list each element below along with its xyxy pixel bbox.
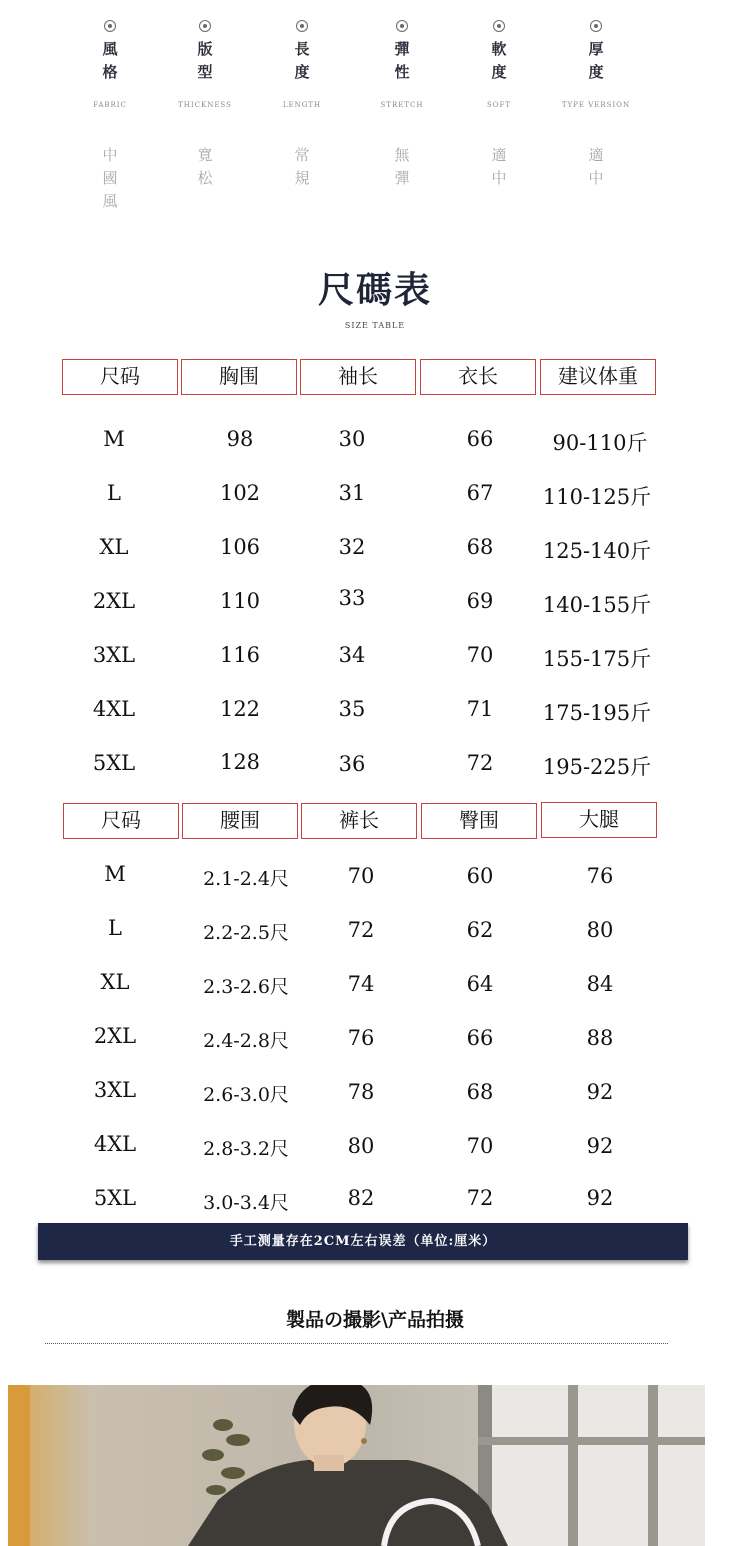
- table-cell: 71: [466, 697, 494, 721]
- table-cell: 35: [338, 697, 366, 721]
- table-cell: 88: [586, 1026, 614, 1050]
- circle-dot-icon: [296, 20, 308, 32]
- table-cell: 5XL: [92, 751, 136, 775]
- table-cell: 66: [466, 1026, 494, 1050]
- table-cell: 31: [338, 481, 366, 505]
- attribute-english: TYPE VERSION: [561, 101, 631, 109]
- size-table-subtitle: SIZE TABLE: [344, 321, 406, 330]
- table-cell: 70: [466, 1134, 494, 1158]
- table-cell: 2.6-3.0尺: [203, 1084, 289, 1106]
- attribute-value: 適中: [491, 146, 507, 187]
- table-cell: 110: [219, 589, 261, 613]
- table-cell: 82: [347, 1186, 375, 1210]
- table-cell: 2.1-2.4尺: [203, 868, 289, 890]
- table-cell: 92: [586, 1186, 614, 1210]
- table-cell: 72: [347, 918, 375, 942]
- table-cell: 60: [466, 864, 494, 888]
- table-cell: 125-140斤: [542, 539, 652, 563]
- table-cell: L: [107, 481, 121, 505]
- circle-dot-icon: [396, 20, 408, 32]
- circle-dot-icon: [493, 20, 505, 32]
- attribute-length: [262, 18, 342, 187]
- table-cell: 122: [219, 697, 261, 721]
- table-cell: XL: [99, 535, 129, 559]
- table-cell: 34: [338, 643, 366, 667]
- table-cell: 78: [347, 1080, 375, 1104]
- table-cell: 33: [338, 586, 366, 610]
- table-cell: 76: [347, 1026, 375, 1050]
- table-cell: 2.8-3.2尺: [203, 1138, 289, 1160]
- table-cell: 80: [586, 918, 614, 942]
- table-cell: 74: [347, 972, 375, 996]
- table-cell: 84: [586, 972, 614, 996]
- attribute-label: 風格: [102, 40, 118, 81]
- table-cell: 36: [338, 752, 366, 776]
- table-cell: 116: [219, 643, 261, 667]
- attribute-label: 軟度: [491, 40, 507, 81]
- header-pants-length: 裤长: [301, 803, 417, 839]
- attribute-style: [70, 18, 150, 210]
- table-cell: 69: [466, 589, 494, 613]
- table-cell: 140-155斤: [542, 593, 652, 617]
- table-cell: XL: [100, 970, 130, 994]
- measurement-note-banner: 手工测量存在2CM左右误差（单位:厘米）: [38, 1223, 688, 1260]
- attribute-label: 厚度: [588, 40, 604, 81]
- circle-dot-icon: [199, 20, 211, 32]
- attribute-label: 版型: [197, 40, 213, 81]
- table-cell: 2XL: [93, 1024, 137, 1048]
- table-cell: 106: [219, 535, 261, 559]
- table-cell: 3.0-3.4尺: [203, 1192, 289, 1214]
- table-cell: 70: [347, 864, 375, 888]
- header-thigh: 大腿: [541, 802, 657, 838]
- table-cell: 102: [219, 481, 261, 505]
- table-cell: 30: [338, 427, 366, 451]
- attribute-english: SOFT: [486, 101, 512, 109]
- table-cell: 72: [466, 1186, 494, 1210]
- table-cell: 3XL: [93, 1078, 137, 1102]
- table-cell: 72: [466, 751, 494, 775]
- attribute-english: STRETCH: [380, 101, 424, 109]
- header-sleeve: 袖长: [300, 359, 416, 395]
- table-cell: 110-125斤: [542, 485, 652, 509]
- table-cell: M: [103, 427, 125, 451]
- table-cell: 2XL: [92, 589, 136, 613]
- header-size: 尺码: [62, 359, 178, 395]
- product-attributes: [0, 18, 750, 228]
- header-length: 衣长: [420, 359, 536, 395]
- table-cell: 2.4-2.8尺: [203, 1030, 289, 1052]
- attribute-value: 無彈: [394, 146, 410, 187]
- table-cell: 32: [338, 535, 366, 559]
- table-cell: 2.2-2.5尺: [203, 922, 289, 944]
- table-cell: L: [108, 916, 122, 940]
- table-cell: 4XL: [92, 697, 136, 721]
- product-photo-heading: 製品の撮影\产品拍摄: [286, 1309, 464, 1331]
- table-cell: 68: [466, 1080, 494, 1104]
- table-cell: 2.3-2.6尺: [203, 976, 289, 998]
- table-cell: 175-195斤: [542, 701, 652, 725]
- dotted-divider: [45, 1343, 668, 1344]
- header-weight: 建议体重: [540, 359, 656, 395]
- table-cell: 4XL: [93, 1132, 137, 1156]
- attribute-english: THICKNESS: [178, 101, 232, 109]
- header-chest: 胸围: [181, 359, 297, 395]
- table-cell: 90-110斤: [552, 431, 648, 455]
- attribute-value: 寬松: [197, 146, 213, 187]
- header-size: 尺码: [63, 803, 179, 839]
- size-table-title: 尺碼表: [317, 269, 432, 311]
- attribute-softness: [459, 18, 539, 187]
- table-cell: 70: [466, 643, 494, 667]
- table-cell: 92: [586, 1080, 614, 1104]
- table-cell: 128: [219, 750, 261, 774]
- attribute-value: 中國風: [102, 146, 118, 210]
- circle-dot-icon: [104, 20, 116, 32]
- table-cell: 155-175斤: [542, 647, 652, 671]
- header-waist: 腰围: [182, 803, 298, 839]
- table-cell: 64: [466, 972, 494, 996]
- table-cell: 92: [586, 1134, 614, 1158]
- product-photo-illustration: [8, 1385, 705, 1546]
- table-cell: 67: [466, 481, 494, 505]
- attribute-label: 彈性: [394, 40, 410, 81]
- attribute-english: FABRIC: [93, 101, 127, 109]
- attribute-value: 適中: [588, 146, 604, 187]
- circle-dot-icon: [590, 20, 602, 32]
- attribute-thickness: [556, 18, 636, 187]
- table-cell: 80: [347, 1134, 375, 1158]
- table-cell: 66: [466, 427, 494, 451]
- table-cell: 68: [466, 535, 494, 559]
- table-cell: 5XL: [93, 1186, 137, 1210]
- table-cell: 3XL: [92, 643, 136, 667]
- product-photo: [8, 1385, 705, 1546]
- table-cell: 98: [226, 427, 254, 451]
- table-cell: 76: [586, 864, 614, 888]
- attribute-english: LENGTH: [282, 101, 322, 109]
- table-cell: M: [104, 862, 126, 886]
- attribute-fit: [165, 18, 245, 187]
- attribute-stretch: [362, 18, 442, 187]
- table-cell: 62: [466, 918, 494, 942]
- attribute-label: 長度: [294, 40, 310, 81]
- table-cell: 195-225斤: [542, 755, 652, 779]
- attribute-value: 常規: [294, 146, 310, 187]
- header-hip: 臀围: [421, 803, 537, 839]
